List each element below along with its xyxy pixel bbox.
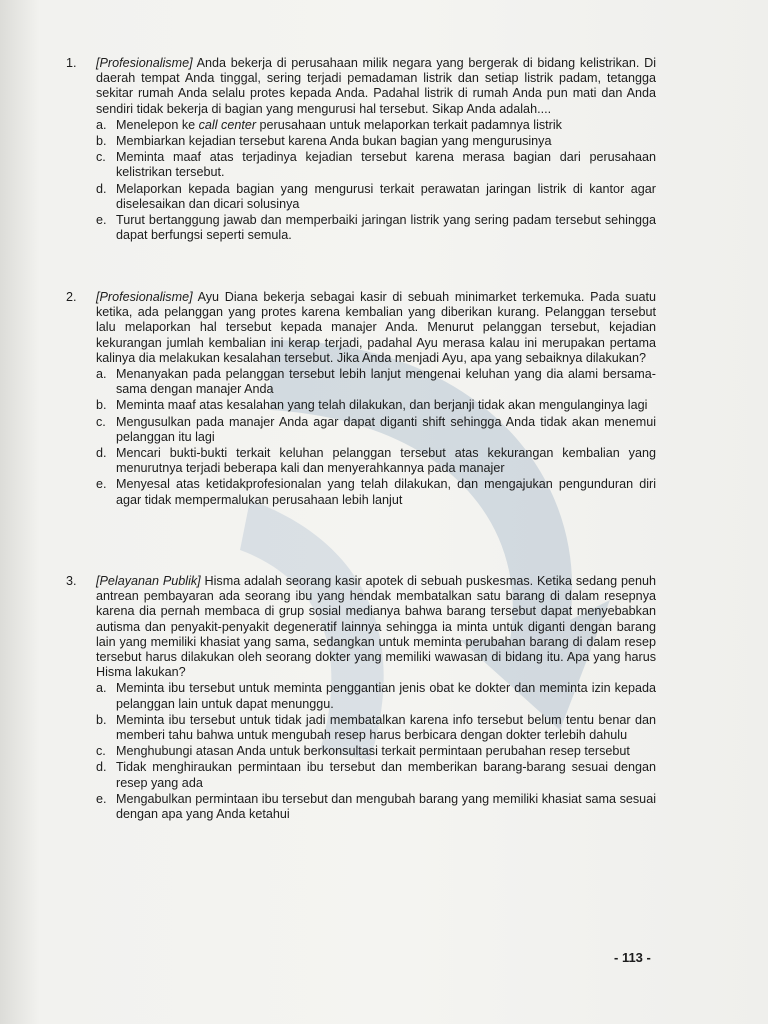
question-tag: [Profesionalisme]	[96, 56, 193, 70]
option-d: d. Melaporkan kepada bagian yang mengurusi terkait perawatan jaringan listrik di kantor agar diselesaikan dan dicari solusinya	[96, 181, 656, 211]
question-tag: [Profesionalisme]	[96, 290, 193, 304]
question-1	[66, 56, 656, 244]
question-stem	[96, 56, 656, 117]
option-d: d. Mencari bukti-bukti terkait keluhan pelanggan tersebut atas kekurangan kembalian yang menurutnya terjadi beberapa kali dan menyerahkannya pada manajer	[96, 446, 656, 476]
question-text: Anda bekerja di perusahaan milik negara yang bergerak di bidang kelistrikan. Di daerah tempat Anda tinggal, sering terjadi pemadaman listrik dan setiap listrik padam, tetangga sekitar rumah Anda selalu protes kepada Anda. Padahal listrik di rumah Anda pun mati dan Anda sendiri tidak bekerja di bagian yang mengurusi hal tersebut. Sikap Anda adalah....	[96, 56, 656, 116]
option-c: c. Meminta maaf atas terjadinya kejadian tersebut karena merasa bagian dari perusahaan kelistrikan tersebut.	[96, 150, 656, 180]
option-c: c. Menghubungi atasan Anda untuk berkonsultasi terkait permintaan perubahan resep tersebut	[96, 744, 630, 759]
option-d: d. Tidak menghiraukan permintaan ibu tersebut dan memberikan barang-barang sesuai dengan resep yang ada	[96, 760, 656, 790]
question-number: 2.	[66, 290, 77, 304]
option-e: e. Turut bertanggung jawab dan memperbaiki jaringan listrik yang sering padam tersebut sehingga dapat berfungsi seperti semula.	[96, 213, 656, 243]
question-stem	[96, 574, 656, 680]
question-3	[66, 574, 656, 823]
question-text: Hisma adalah seorang kasir apotek di sebuah puskesmas. Ketika sedang penuh antrean pembayaran ada seorang ibu yang hendak membatalkan satu barang di dalam resepnya karena dia pernah membaca di grup sosial medianya bahwa barang tersebut dapat menyebabkan autisma dan penyakit-penyakit degeneratif lainnya sehingga ia minta untuk diganti dengan barang lain yang memiliki khasiat yang sama, sedangkan untuk meminta perubahan barang di dalam resep tersebut harus dilakukan oleh seorang dokter yang memiliki wawasan di bidang itu. Apa yang harus Hisma lakukan?	[96, 574, 656, 680]
option-list	[96, 367, 656, 508]
option-list	[96, 118, 656, 244]
question-text: Ayu Diana bekerja sebagai kasir di sebuah minimarket terkemuka. Pada suatu ketika, ada pelanggan yang protes karena kembalian yang diberikan kurang. Pelanggan tersebut lalu melaporkan hal tersebut kepada manajer Anda. Menurut pelanggan tersebut, kejadian kekurangan jumlah kembalian ini kerap terjadi, padahal Ayu merasa kalau ini merupakan pertama kalinya dia melakukan kesalahan tersebut. Jika Anda menjadi Ayu, apa yang sebaiknya dilakukan?	[96, 290, 656, 365]
option-b: b. Membiarkan kejadian tersebut karena Anda bukan bagian yang mengurusinya	[96, 134, 552, 149]
question-tag: [Pelayanan Publik]	[96, 574, 201, 588]
option-b: b. Meminta maaf atas kesalahan yang telah dilakukan, dan berjanji tidak akan mengulanginya lagi	[96, 398, 648, 413]
option-e: e. Menyesal atas ketidakprofesionalan yang telah dilakukan, dan mengajukan pengunduran diri agar tidak mempermalukan perusahaan lebih lanjut	[96, 477, 656, 507]
option-a: a. Meminta ibu tersebut untuk meminta penggantian jenis obat ke dokter dan meminta izin kepada pelanggan lain untuk dapat menunggu.	[96, 681, 656, 711]
option-a: a. Menanyakan pada pelanggan tersebut lebih lanjut mengenai keluhan yang dia alami bersama-sama dengan manajer Anda	[96, 367, 656, 397]
question-number: 1.	[66, 56, 77, 70]
option-b: b. Meminta ibu tersebut untuk tidak jadi membatalkan karena info tersebut belum tentu benar dan memberi tahu bahwa untuk mengubah resep harus berbicara dengan dokter terlebih dahulu	[96, 712, 656, 743]
option-list	[96, 681, 656, 822]
option-e: e. Mengabulkan permintaan ibu tersebut dan mengubah barang yang memiliki khasiat sama sesuai dengan apa yang Anda ketahui	[96, 791, 656, 822]
option-a: a. Menelepon ke call center perusahaan untuk melaporkan terkait padamnya listrik	[96, 117, 562, 132]
question-stem	[96, 290, 656, 366]
option-c: c. Mengusulkan pada manajer Anda agar dapat diganti shift sehingga Anda tidak akan menemui pelanggan itu lagi	[96, 414, 656, 444]
question-number: 3.	[66, 574, 77, 588]
question-2	[66, 290, 656, 509]
page-number: - 113 -	[614, 950, 651, 965]
